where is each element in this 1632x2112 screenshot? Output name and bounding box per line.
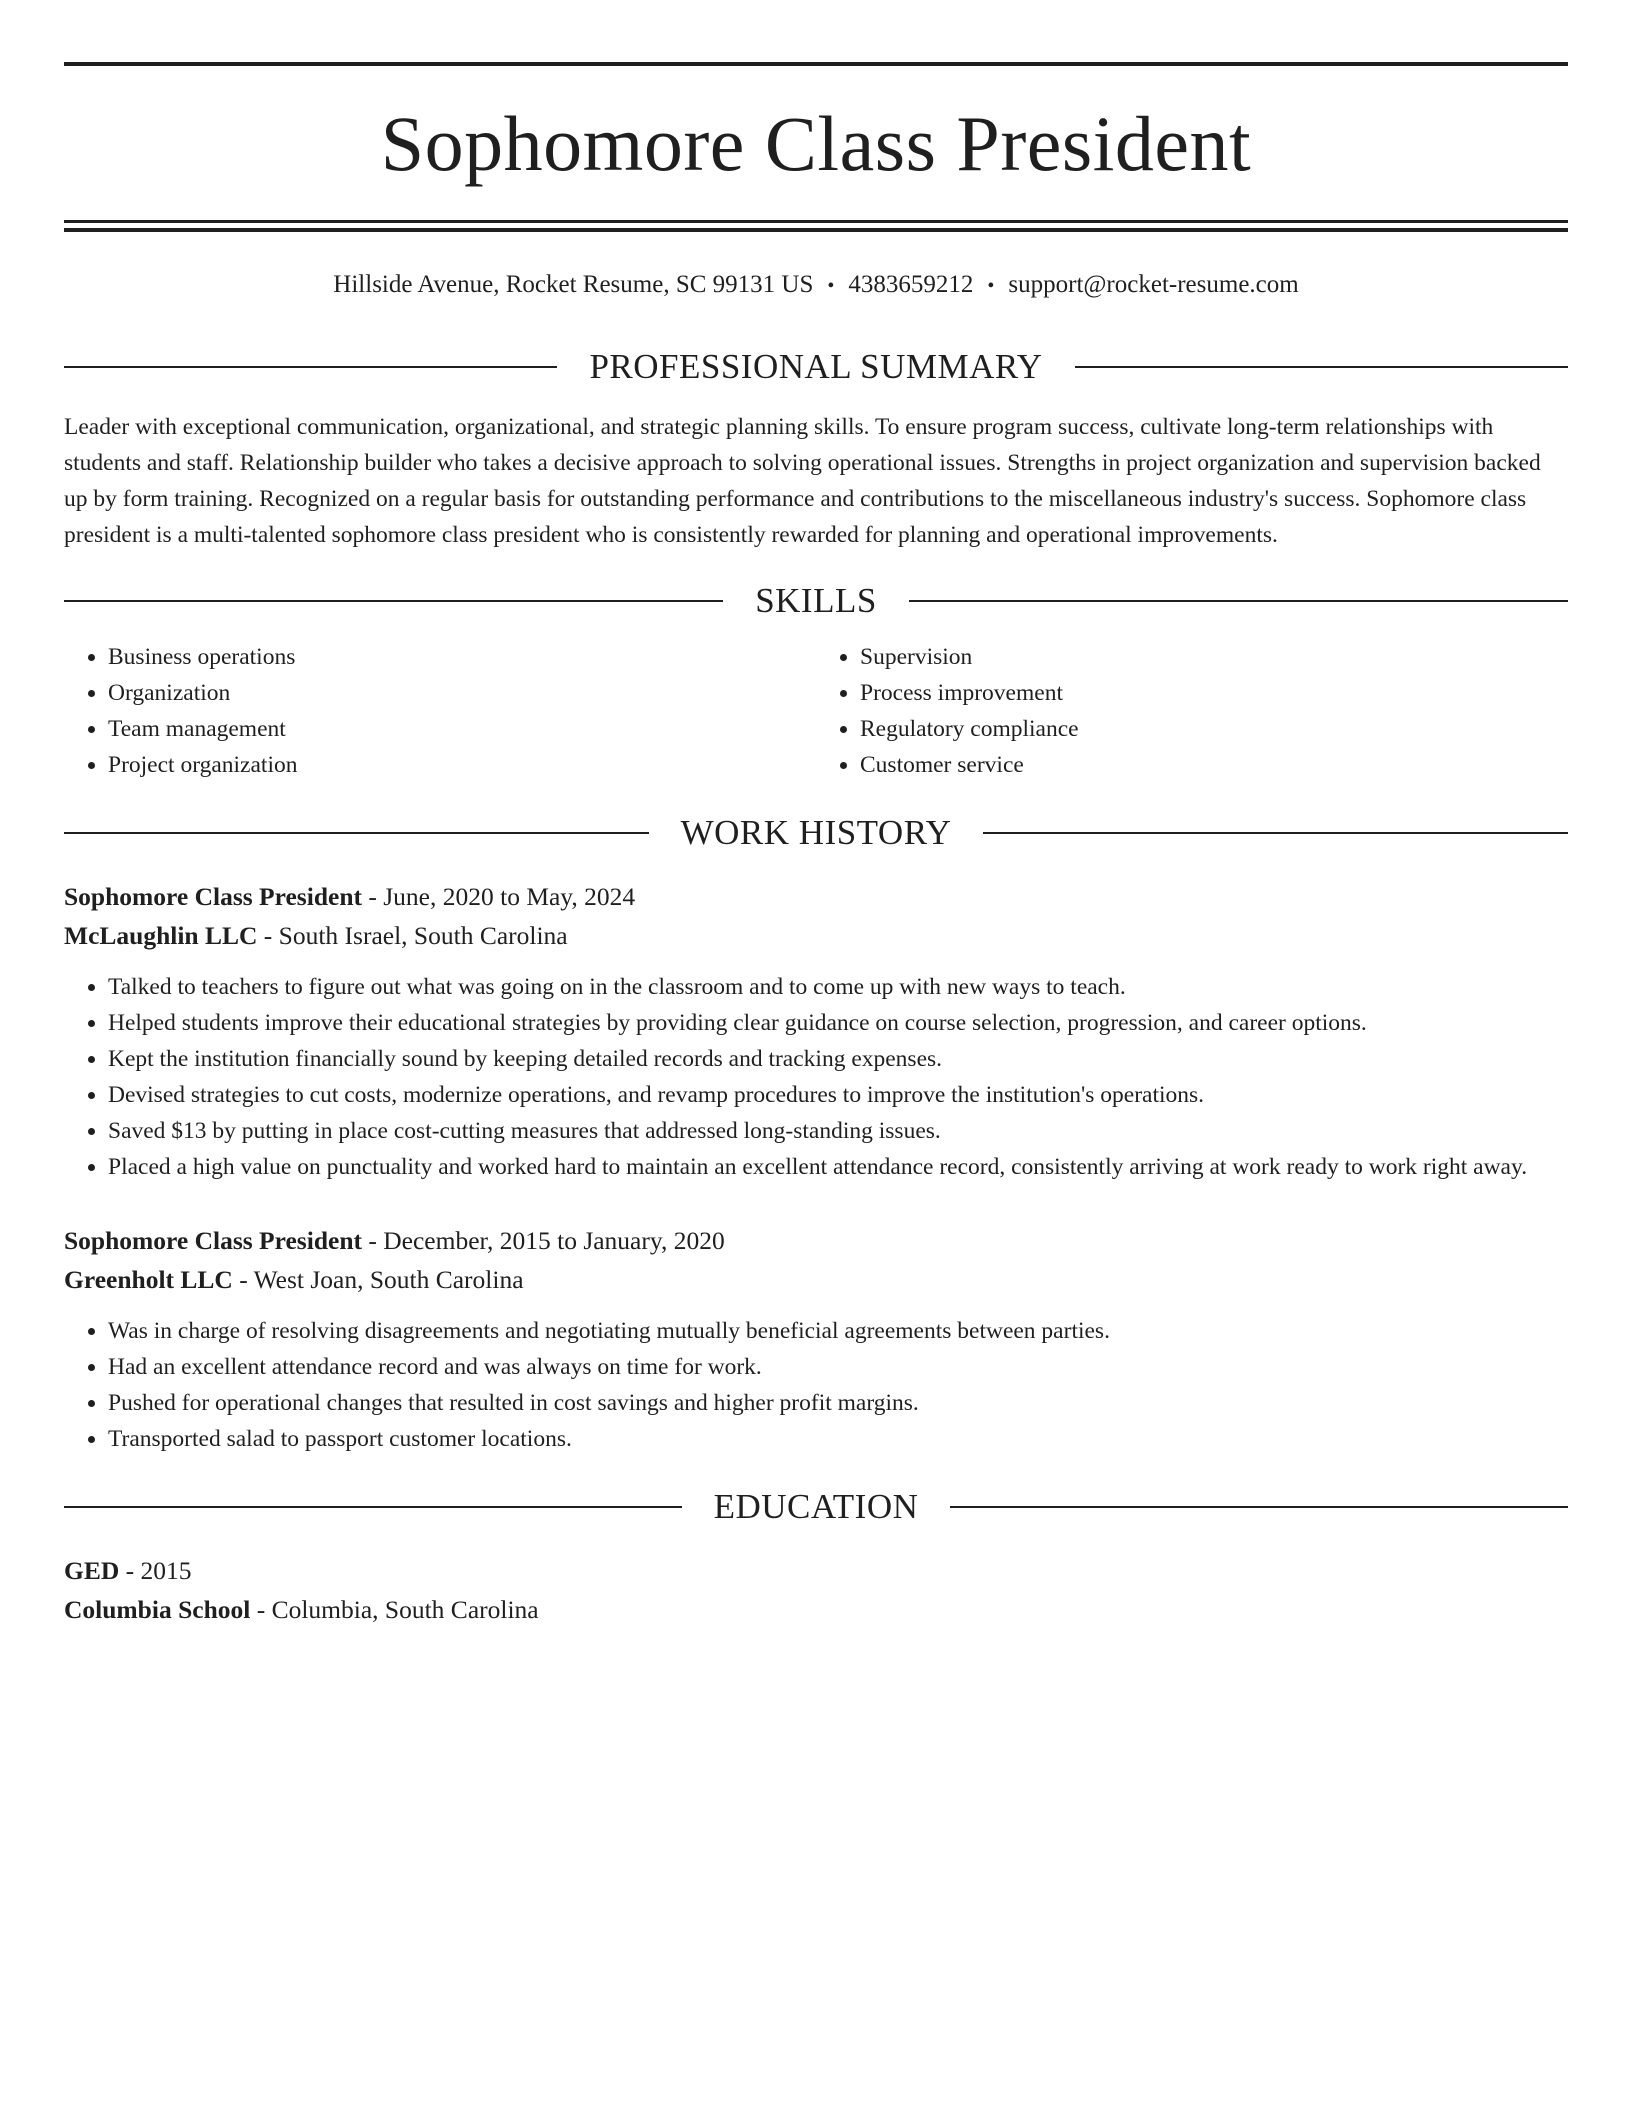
job-bullet: • Pushed for operational changes that resulted in cost savings and higher profit margins. <box>108 1385 1568 1421</box>
education-location: - Columbia, South Carolina <box>250 1595 539 1624</box>
skills-section-header <box>64 581 1568 621</box>
top-rule <box>64 62 1568 66</box>
job-bullet: • Was in charge of resolving disagreements and negotiating mutually beneficial agreements between parties. <box>108 1313 1568 1349</box>
job-bullet: • Talked to teachers to figure out what was going on in the classroom and to come up with new ways to teach. <box>108 969 1568 1005</box>
job-company: McLaughlin LLC <box>64 921 258 950</box>
job-title: Sophomore Class President <box>64 882 362 911</box>
education-year: - 2015 <box>119 1556 192 1585</box>
section-title: EDUCATION <box>713 1487 919 1526</box>
skill-item: • Team management <box>108 711 816 747</box>
skills-list <box>64 639 1568 783</box>
contact-separator: • <box>827 275 835 297</box>
job-title: Sophomore Class President <box>64 1226 362 1255</box>
job-bullet: • Had an excellent attendance record and was always on time for work. <box>108 1349 1568 1385</box>
divider-line <box>64 366 557 368</box>
skills-column-right <box>816 639 1568 783</box>
job-bullet: • Kept the institution financially sound by keeping detailed records and tracking expenses. <box>108 1041 1568 1077</box>
skill-item: • Organization <box>108 675 816 711</box>
job-dates: - December, 2015 to January, 2020 <box>362 1226 725 1255</box>
divider-line <box>950 1506 1568 1508</box>
divider-line <box>64 1506 682 1508</box>
job-entry <box>64 877 1568 1185</box>
job-bullet: • Helped students improve their educational strategies by providing clear guidance on course selection, progression, and career options. <box>108 1005 1568 1041</box>
contact-email: support@rocket-resume.com <box>1008 271 1299 298</box>
education-degree-line <box>64 1551 1568 1590</box>
section-title: SKILLS <box>755 581 877 620</box>
skill-item: • Regulatory compliance <box>860 711 1568 747</box>
education-entry <box>64 1551 1568 1629</box>
job-bullet: • Transported salad to passport customer locations. <box>108 1421 1568 1457</box>
job-bullet: • Devised strategies to cut costs, modernize operations, and revamp procedures to improve the institution's operations. <box>108 1077 1568 1113</box>
contact-line <box>64 270 1568 301</box>
skill-item: • Project organization <box>108 747 816 783</box>
education-section-header <box>64 1487 1568 1527</box>
section-title: PROFESSIONAL SUMMARY <box>589 347 1043 386</box>
job-bullet: • Placed a high value on punctuality and worked hard to maintain an excellent attendance record, consistently arriving at work ready to work right away. <box>108 1149 1568 1185</box>
divider-line <box>64 600 723 602</box>
divider-line <box>64 832 649 834</box>
skill-item: • Customer service <box>860 747 1568 783</box>
resume-name: Sophomore Class President <box>380 100 1252 187</box>
job-location: - West Joan, South Carolina <box>232 1265 524 1294</box>
divider-line <box>983 832 1568 834</box>
job-title-line <box>64 1221 1568 1260</box>
job-company-line <box>64 916 1568 955</box>
education-school-line <box>64 1590 1568 1629</box>
summary-text: Leader with exceptional communication, organizational, and strategic planning skills. To ensure program success, cultivate long-term relationships with students and staff. Relationship builder who takes a decisive approach to solving operational issues. Strengths in project organization and supervision backed up by form training. Recognized on a regular basis for outstanding performance and contributions to the miscellaneous industry's success. Sophomore class president is a multi-talented sophomore class president who is consistently rewarded for planning and operational improvements. <box>64 414 1541 548</box>
skill-item: • Business operations <box>108 639 816 675</box>
skill-item: • Process improvement <box>860 675 1568 711</box>
job-title-line <box>64 877 1568 916</box>
job-dates: - June, 2020 to May, 2024 <box>362 882 636 911</box>
divider-line <box>909 600 1568 602</box>
contact-address: Hillside Avenue, Rocket Resume, SC 99131 US <box>333 271 814 298</box>
job-company-line <box>64 1260 1568 1299</box>
skill-item: • Supervision <box>860 639 1568 675</box>
name-double-rule <box>64 220 1568 232</box>
job-company: Greenholt LLC <box>64 1265 233 1294</box>
section-title: WORK HISTORY <box>680 813 952 852</box>
job-location: - South Israel, South Carolina <box>257 921 568 950</box>
education-school: Columbia School <box>64 1595 251 1624</box>
education-degree: GED <box>64 1556 120 1585</box>
job-bullets <box>64 969 1568 1185</box>
contact-phone: 4383659212 <box>848 271 974 298</box>
contact-separator: • <box>987 275 995 297</box>
divider-line <box>1075 366 1568 368</box>
job-bullets <box>64 1313 1568 1457</box>
job-bullet: • Saved $13 by putting in place cost-cutting measures that addressed long-standing issues. <box>108 1113 1568 1149</box>
job-entry <box>64 1221 1568 1457</box>
work-section-header <box>64 813 1568 853</box>
summary-section-header <box>64 347 1568 387</box>
skills-column-left <box>64 639 816 783</box>
